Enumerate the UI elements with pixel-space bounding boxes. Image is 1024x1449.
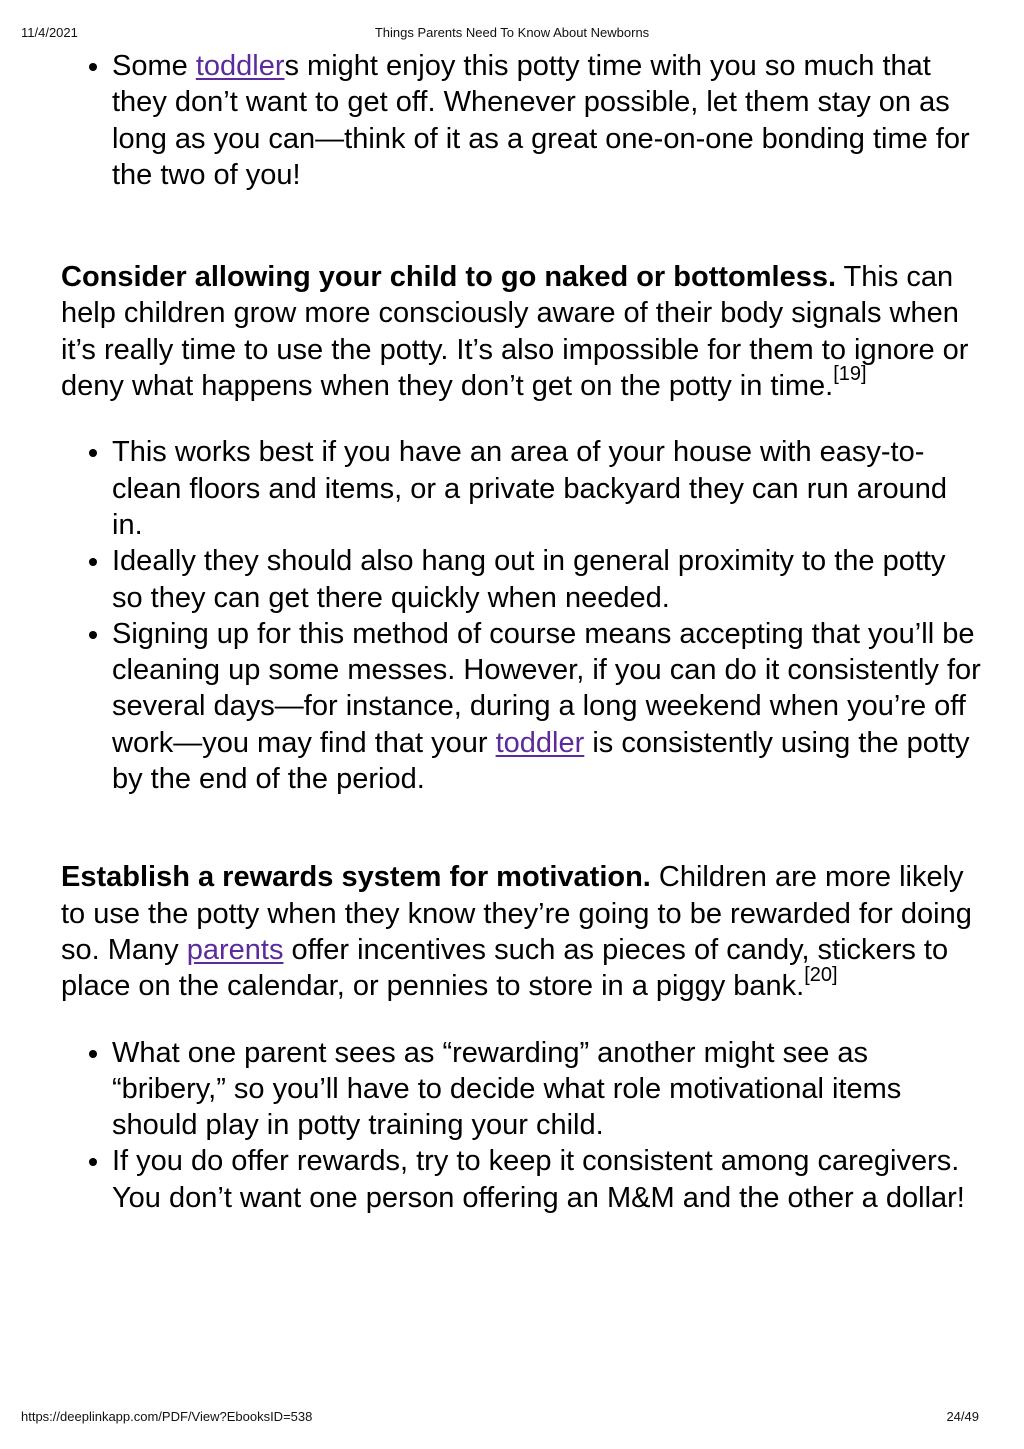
list-item: • Signing up for this method of course means accepting that you’ll be cleaning up some messes. However, if you can do it consistently for several days—for instance, during a long weekend when you’re off work—you may find that your toddler is consistently using the potty by the end of the period. (112, 616, 981, 797)
section-rewards-paragraph: Establish a rewards system for motivation. Children are more likely to use the potty when they know they’re going to be rewarded for doing so. Many parents offer incentives such as pieces of candy, stickers to place on the calendar, or pennies to store in a piggy bank.[20] (61, 861, 972, 1003)
page-number: 24/49 (946, 1409, 979, 1424)
parents-link[interactable]: parents (186, 933, 284, 966)
list-item: • Ideally they should also hang out in general proximity to the potty so they can get there quickly when needed. (112, 543, 981, 616)
list-item: • Some toddlers might enjoy this potty time with you so much that they don’t want to get off. Whenever possible, let them stay on as long as you can—think of it as a great one-on-one bonding time for the two of you! (112, 48, 981, 193)
section-heading: Consider allowing your child to go naked or bottomless. (61, 261, 837, 294)
section-heading: Establish a rewards system for motivation. (61, 861, 651, 894)
document-title: Things Parents Need To Know About Newborns (374, 25, 650, 40)
bullet-list-intro (61, 48, 981, 193)
toddler-link[interactable]: toddler (495, 726, 585, 759)
section-naked-paragraph: Consider allowing your child to go naked or bottomless. This can help children grow more consciously aware of their body signals when it’s really time to use the potty. It’s also impossible for them to ignore or deny what happens when they don’t get on the potty in time.[19] (61, 261, 969, 403)
article-content (61, 48, 981, 1216)
bullet-list-naked (61, 434, 981, 797)
reference-19: [19] (833, 363, 867, 386)
toddler-link[interactable]: toddler (195, 50, 285, 82)
bullet-list-rewards (61, 1035, 981, 1216)
list-item: • What one parent sees as “rewarding” another might see as “bribery,” so you’ll have to decide what role motivational items should play in potty training your child. (112, 1035, 981, 1144)
source-url: https://deeplinkapp.com/PDF/View?EbooksID=538 (21, 1409, 313, 1424)
list-item: • If you do offer rewards, try to keep it consistent among caregivers. You don’t want one person offering an M&M and the other a dollar! (112, 1143, 981, 1216)
list-item: • This works best if you have an area of your house with easy-to-clean floors and items, or a private backyard they can run around in. (112, 434, 981, 543)
print-date: 11/4/2021 (21, 25, 78, 40)
reference-20: [20] (804, 963, 838, 986)
